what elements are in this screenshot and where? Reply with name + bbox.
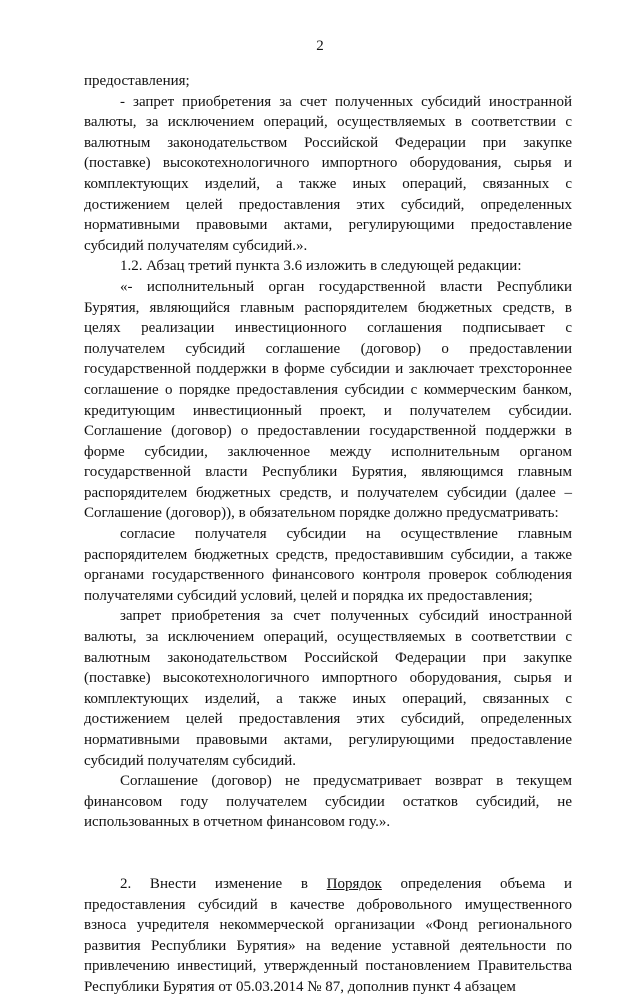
amendment-2-rest: определения объема и предоставления субсидий в качестве добровольного имущественного взноса учредителя некоммерческой организации «Фонд регионального развития Республики Бурятия» на ведение уставной деятельности по привлечению инвестиций, утвержденный постановлением Правительства Республики Бурятия от 05.03.2014 № 87, дополнив пункт 4 абзацем <box>84 875 572 995</box>
paragraph-currency-ban-2: запрет приобретения за счет полученных субсидий иностранной валюты, за исключением операций, осуществляемых в соответствии с валютным законодательством Российской Федерации при закупке (поставке) высокотехнологичного импортного оборудования, сырья и комплектующих изделий, а также иных операций, связанных с достижением целей предоставления этих субсидий, определенных нормативными правовыми актами, регулирующими предоставление субсидий получателям субсидий. <box>84 608 572 769</box>
procedure-link[interactable]: Порядок <box>326 875 382 892</box>
paragraph-no-return: Соглашение (договор) не предусматривает возврат в текущем финансовом году получателем субсидии остатков субсидий, не использованных в отчетном финансовом году.». <box>84 773 572 831</box>
paragraph-continuation: предоставления; <box>84 73 190 89</box>
paragraph-currency-ban: - запрет приобретения за счет полученных субсидий иностранной валюты, за исключением операций, осуществляемых в соответствии с валютным законодательством Российской Федерации при закупке (поставке) высокотехнологичного импортного оборудования, сырья и комплектующих изделий, а также иных операций, связанных с достижением целей предоставления этих субсидий, определенных нормативными правовыми актами, регулирующими предоставление субсидий получателям субсидий.». <box>84 93 572 254</box>
document-body <box>84 71 572 998</box>
paragraph-executive-body: «- исполнительный орган государственной власти Республики Бурятия, являющийся главным распорядителем бюджетных средств, в целях реализации инвестиционного соглашения подписывает с получателем субсидий соглашение (договор) о предоставлении государственной поддержки в форме субсидии и заключает трехстороннее соглашение о порядке предоставления субсидии с коммерческим банком, кредитующим инвестиционный проект, и получателем субсидии. Соглашение (договор) о предоставлении государственной поддержки в форме субсидии, заключенное между исполнительным органом государственной власти Республики Бурятия, являющимся главным распорядителем бюджетных средств, и получателем субсидии (далее – Соглашение (договор)), в обязательном порядке должно предусматривать: <box>84 278 572 522</box>
amendment-2-lead: 2. Внести изменение в <box>120 875 327 892</box>
page-number: 2 <box>316 38 324 54</box>
paragraph-amendment-2 <box>84 874 572 998</box>
paragraph-consent: согласие получателя субсидии на осуществление главным распорядителем бюджетных средств, предоставившим субсидии, а также органами государственного финансового контроля проверок соблюдения получателями субсидий условий, целей и порядка их предоставления; <box>84 526 572 604</box>
paragraph-amendment-1-2: 1.2. Абзац третий пункта 3.6 изложить в следующей редакции: <box>120 258 522 275</box>
